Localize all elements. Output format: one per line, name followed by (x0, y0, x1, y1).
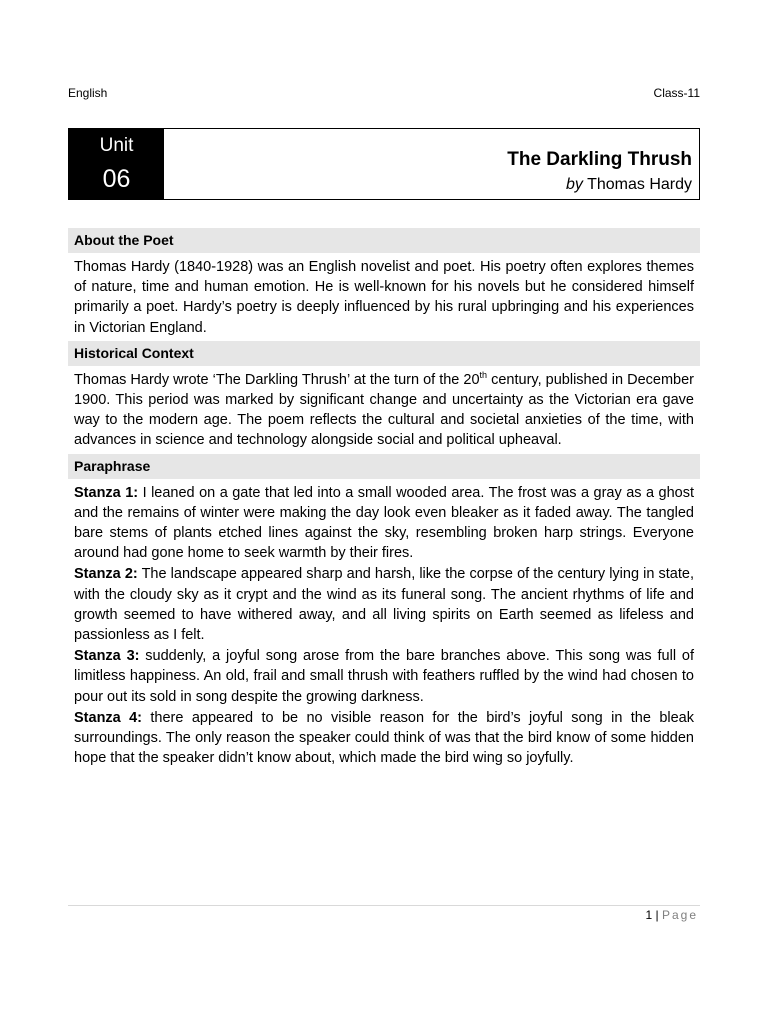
stanza-4-text: there appeared to be no visible reason for the bird’s joyful song in the bleak surroundings. The only reason the speaker could think of was that the bird know of some hidden hope that the speaker didn’t know about, which made the bird wing so joyfully. (74, 709, 694, 767)
section-heading-paraphrase: Paraphrase (68, 454, 700, 479)
historical-text-before: Thomas Hardy wrote ‘The Darkling Thrush’ at the turn of the 20 (74, 371, 480, 388)
section-heading-historical: Historical Context (68, 341, 700, 366)
poem-title: The Darkling Thrush (507, 149, 692, 170)
historical-paragraph (68, 366, 700, 454)
stanza-4-label: Stanza 4: (74, 709, 143, 726)
unit-badge (69, 129, 164, 199)
footer-separator: | (652, 908, 662, 922)
historical-superscript: th (479, 369, 488, 380)
stanza-1-label: Stanza 1: (74, 484, 139, 501)
unit-number: 06 (102, 165, 131, 193)
header-subject: English (68, 86, 108, 100)
poem-author: Thomas Hardy (587, 176, 692, 193)
stanza-4-paragraph (68, 707, 700, 772)
stanza-2-label: Stanza 2: (74, 566, 138, 583)
poem-byline (566, 176, 692, 194)
page-word: Page (661, 908, 698, 922)
header-class: Class-11 (653, 86, 700, 100)
stanza-1-paragraph (68, 479, 700, 564)
about-paragraph: Thomas Hardy (1840-1928) was an English novelist and poet. His poetry often explores themes of nature, time and human emotion. He is well-known for his novels but he considered himself primarily a poet. Hardy’s poetry is deeply influenced by his rural upbringing and his experiences in Victorian England. (74, 259, 694, 336)
footer-divider (68, 905, 700, 906)
stanza-1-text: I leaned on a gate that led into a small wooded area. The frost was a gray as a ghost and the remains of winter were making the day look even bleaker as it faded away. The tangled bare stems of plants etched lines against the sky, resembling broken harp strings. Everyone around had gone home to seek warmth by their fires. (74, 484, 694, 562)
historical-text-after: century, published in December 1900. This period was marked by significant change and uncertainty as the Victorian era gave way to the modern age. The poem reflects the cultural and societal anxieties of the time, with advances in science and technology alongside social and political upheaval. (74, 371, 694, 449)
stanza-3-paragraph (68, 645, 700, 707)
section-heading-about: About the Poet (68, 228, 700, 253)
stanza-2-text: The landscape appeared sharp and harsh, like the corpse of the century lying in state, with the cloudy sky as it crypt and the wind as its funeral song. The ancient rhythms of life and growth seemed to have withered away, and all living spirits on Earth seemed as lifeless and passionless as I felt. (74, 566, 694, 644)
document-body (68, 228, 700, 771)
by-word: by (566, 176, 583, 193)
unit-header-box (68, 128, 700, 200)
stanza-2-paragraph (68, 563, 700, 645)
page-footer (645, 908, 698, 922)
page-number: 1 (645, 908, 653, 922)
stanza-3-text: suddenly, a joyful song arose from the bare branches above. This song was full of limitless happiness. An old, frail and small thrush with feathers ruffled by the wind had chosen to pour out its sold in song despite the growing darkness. (74, 648, 694, 705)
stanza-3-label: Stanza 3: (74, 648, 140, 665)
unit-label: Unit (99, 135, 134, 156)
